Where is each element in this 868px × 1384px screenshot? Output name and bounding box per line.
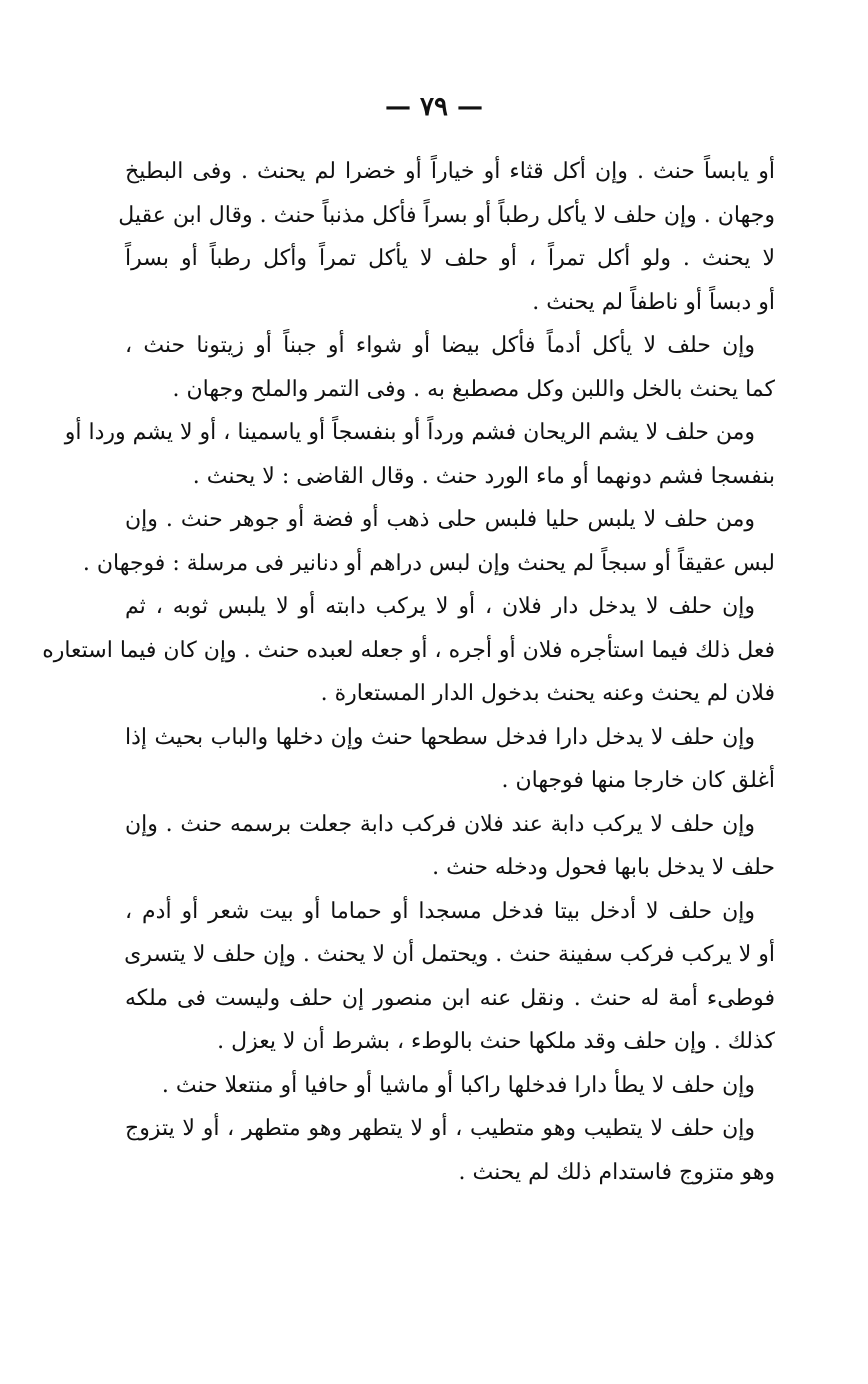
text-line: كما يحنث بالخل واللبن وكل مصطبغ به . وفى التمر والملح وجهان . — [172, 376, 775, 402]
text-line: أو يابساً حنث . وإن أكل قثاء أو خياراً أو خضرا لم يحنث . وفى البطيخ — [125, 159, 775, 184]
page-number: — ٧٩ — — [384, 92, 484, 122]
text-line: وإن حلف لا يدخل دارا فدخل سطحها حنث وإن دخلها والباب بحيث إذا — [125, 724, 755, 750]
text-line: وهو متزوج فاستدام ذلك لم يحنث . — [458, 1159, 775, 1185]
text-line: أو لا يركب فركب سفينة حنث . ويحتمل أن لا يحنث . وإن حلف لا يتسرى — [124, 942, 775, 967]
text-line: ومن حلف لا يشم الريحان فشم ورداً أو بنفسجاً أو ياسمينا ، أو لا يشم وردا أو — [64, 420, 755, 445]
text-line: وإن حلف لا يدخل دار فلان ، أو لا يركب دابته أو لا يلبس ثوبه ، ثم — [125, 594, 755, 619]
text-line: لبس عقيقاً أو سبجاً لم يحنث وإن لبس دراهم أو دنانير فى مرسلة : فوجهان . — [82, 550, 775, 576]
text-line: بنفسجا فشم دونهما أو ماء الورد حنث . وقال القاضى : لا يحنث . — [192, 463, 775, 489]
body-text — [42, 150, 775, 1194]
text-line: فلان لم يحنث وعنه يحنث بدخول الدار المستعارة . — [320, 681, 775, 706]
text-line: وجهان . وإن حلف لا يأكل رطباً أو بسراً فأكل مذنباً حنث . وقال ابن عقيل — [118, 202, 775, 228]
text-line: كذلك . وإن حلف وقد ملكها حنث بالوطء ، بشرط أن لا يعزل . — [217, 1029, 775, 1054]
text-line: وإن حلف لا يتطيب وهو متطيب ، أو لا يتطهر وهو متطهر ، أو لا يتزوج — [125, 1116, 756, 1141]
text-line: وإن حلف لا يأكل أدماً فأكل بيضا أو شواء أو جبناً أو زيتونا حنث ، — [125, 333, 755, 358]
text-line: لا يحنث . ولو أكل تمراً ، أو حلف لا يأكل تمراً وأكل رطباً أو بسراً — [125, 246, 775, 271]
text-line: أغلق كان خارجا منها فوجهان . — [501, 768, 775, 793]
text-line: حلف لا يدخل بابها فحول ودخله حنث . — [432, 855, 775, 880]
text-line: وإن حلف لا يركب دابة عند فلان فركب دابة جعلت برسمه حنث . وإن — [125, 811, 755, 837]
text-line: ومن حلف لا يلبس حليا فلبس حلى ذهب أو فضة أو جوهر حنث . وإن — [125, 507, 755, 532]
text-line: أو دبساً أو ناطفاً لم يحنث . — [532, 289, 775, 315]
text-line: فعل ذلك فيما استأجره فلان أو أجره ، أو جعله لعبده حنث . وإن كان فيما استعاره — [42, 637, 775, 663]
text-line: فوطىء أمة له حنث . ونقل عنه ابن منصور إن حلف وليست فى ملكه — [125, 985, 775, 1011]
text-line: وإن حلف لا أدخل بيتا فدخل مسجدا أو حماما أو بيت شعر أو أدم ، — [125, 898, 755, 924]
text-line: وإن حلف لا يطأ دارا فدخلها راكبا أو ماشيا أو حافيا أو منتعلا حنث . — [161, 1072, 755, 1098]
